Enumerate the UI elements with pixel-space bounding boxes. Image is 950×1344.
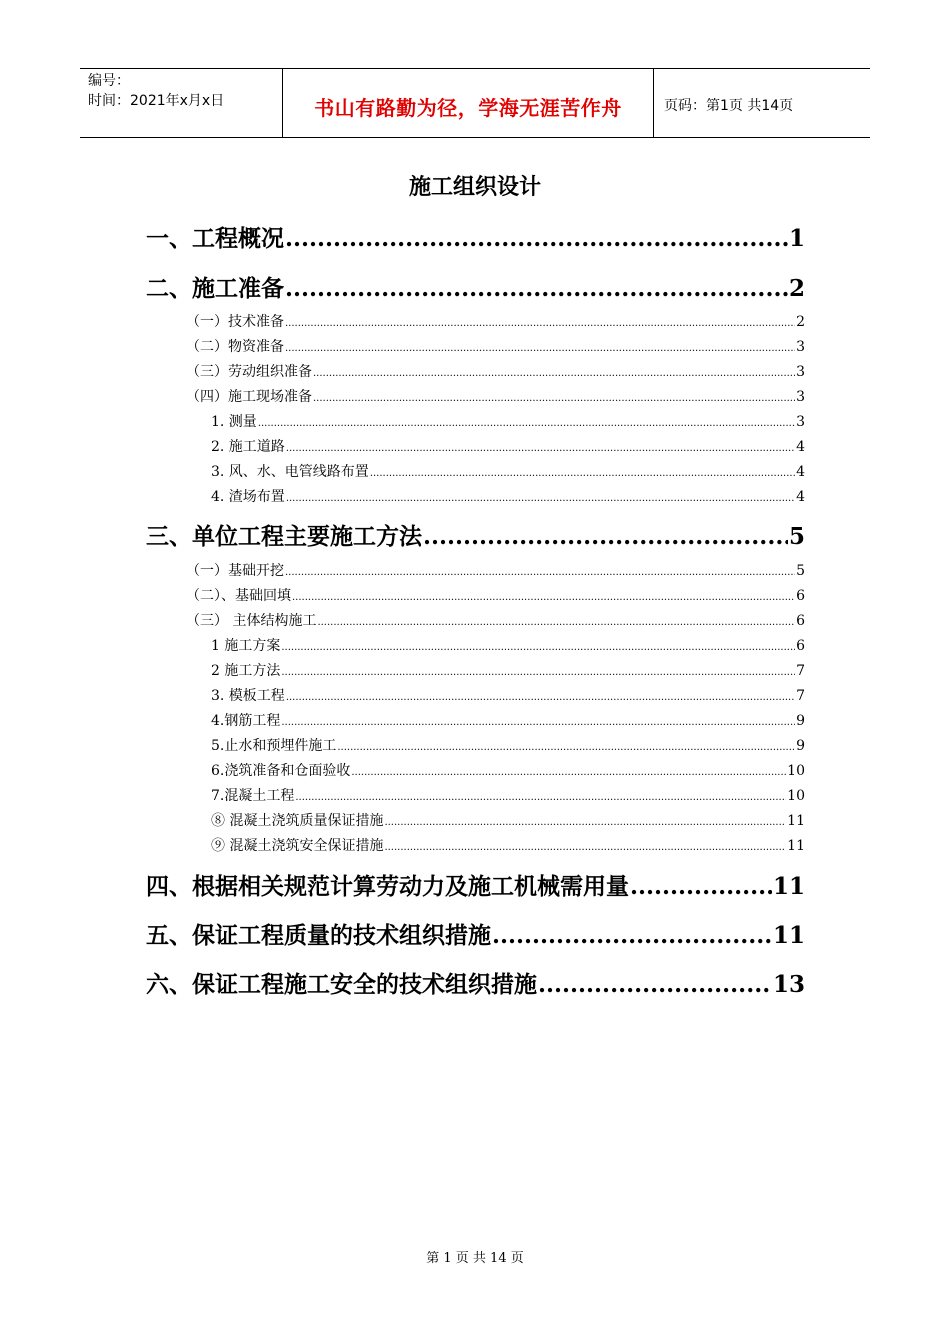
toc-entry [186, 361, 805, 381]
toc-entry-page: 2 [788, 275, 805, 302]
toc-leader-dots [295, 792, 786, 803]
toc-entry-page: 5 [788, 523, 805, 550]
toc-entry-label: 4.钢筋工程 [211, 713, 281, 729]
document-number: 编号： [88, 73, 130, 89]
toc-leader-dots [492, 922, 772, 949]
toc-entry [146, 518, 805, 550]
toc-entry [211, 660, 805, 680]
toc-entry-label: 五、保证工程质量的技术组织措施 [146, 922, 491, 949]
toc-entry-label: （一）技术准备 [186, 314, 284, 330]
toc-entry [211, 411, 805, 431]
toc-entry-label: （二）、基础回填 [186, 588, 291, 604]
toc-entry-page: 4 [796, 439, 805, 455]
toc-entry [186, 585, 805, 605]
header-motto-cell [282, 69, 654, 137]
toc-leader-dots [286, 443, 795, 454]
toc-leader-dots [317, 617, 795, 628]
toc-entry-label: （四）施工现场准备 [186, 389, 312, 405]
toc-entry [186, 560, 805, 580]
toc-entry [211, 760, 805, 780]
toc-entry-page: 10 [787, 788, 805, 804]
toc-entry-label: ⑧ 混凝土浇筑质量保证措施 [211, 813, 384, 829]
toc-entry-page: 6 [796, 613, 805, 629]
toc-leader-dots [281, 717, 795, 728]
toc-entry [146, 220, 805, 252]
toc-entry [146, 270, 805, 302]
toc-entry [211, 635, 805, 655]
toc-leader-dots [384, 817, 786, 828]
toc-entry-label: 3. 模板工程 [211, 688, 285, 704]
toc-leader-dots [538, 971, 772, 998]
toc-entry-label: （三）劳动组织准备 [186, 364, 312, 380]
toc-entry [146, 917, 805, 949]
toc-entry-label: 一、工程概况 [146, 225, 284, 252]
toc-leader-dots [313, 393, 795, 404]
toc-entry-label: 1 施工方案 [211, 638, 281, 654]
toc-entry-label: 6.浇筑准备和仓面验收 [211, 763, 351, 779]
toc-entry [186, 336, 805, 356]
toc-entry-page: 1 [788, 225, 805, 252]
toc-entry [211, 461, 805, 481]
toc-entry-label: 四、根据相关规范计算劳动力及施工机械需用量 [146, 873, 629, 900]
toc-entry-page: 10 [787, 763, 805, 779]
toc-entry-page: 7 [796, 663, 805, 679]
page-title: 施工组织设计 [408, 174, 541, 200]
toc-entry-label: （二）物资准备 [186, 339, 284, 355]
toc-leader-dots [423, 523, 788, 550]
toc-entry-label: 1. 测量 [211, 414, 257, 430]
toc-entry-label: 5.止水和预埋件施工 [211, 738, 337, 754]
toc-entry-page: 5 [796, 563, 805, 579]
document-header [80, 68, 870, 138]
toc-entry [211, 436, 805, 456]
document-date: 时间：2021年x月x日 [88, 93, 225, 109]
toc-leader-dots [285, 225, 788, 252]
toc-entry-page: 11 [772, 873, 805, 900]
header-meta [80, 69, 282, 137]
toc-entry-page: 11 [787, 813, 805, 829]
toc-entry-label: 二、施工准备 [146, 275, 284, 302]
toc-entry-page: 3 [796, 339, 805, 355]
toc-entry-page: 3 [796, 364, 805, 380]
toc-leader-dots [285, 318, 795, 329]
toc-leader-dots [630, 873, 772, 900]
toc-entry-page: 3 [796, 389, 805, 405]
toc-entry [211, 810, 805, 830]
toc-leader-dots [285, 567, 795, 578]
toc-entry-label: ⑨ 混凝土浇筑安全保证措施 [211, 838, 384, 854]
toc-leader-dots [286, 493, 795, 504]
page-footer: 第 1 页 共 14 页 [426, 1251, 524, 1266]
toc-entry-label: 4. 渣场布置 [211, 489, 285, 505]
toc-entry [211, 685, 805, 705]
toc-leader-dots [351, 767, 786, 778]
toc-entry [211, 735, 805, 755]
toc-entry [211, 486, 805, 506]
toc-entry-label: （三） 主体结构施工 [186, 613, 317, 629]
toc-entry [211, 710, 805, 730]
header-page-info: 页码：第1页 共14页 [664, 98, 794, 114]
toc-entry-label: 2 施工方法 [211, 663, 281, 679]
toc-entry [146, 966, 805, 998]
toc-entry-label: 2. 施工道路 [211, 439, 285, 455]
toc-entry-page: 11 [787, 838, 805, 854]
toc-entry [211, 785, 805, 805]
toc-leader-dots [384, 842, 786, 853]
toc-leader-dots [258, 418, 795, 429]
toc-entry-page: 11 [772, 922, 805, 949]
toc-entry [146, 868, 805, 900]
toc-entry-label: 3. 风、水、电管线路布置 [211, 464, 369, 480]
toc-entry [211, 835, 805, 855]
toc-leader-dots [281, 667, 795, 678]
toc-leader-dots [313, 368, 795, 379]
toc-entry-page: 3 [796, 414, 805, 430]
toc-entry-page: 4 [796, 489, 805, 505]
toc-entry-label: （一）基础开挖 [186, 563, 284, 579]
toc-leader-dots [337, 742, 795, 753]
toc-entry-page: 9 [796, 713, 805, 729]
toc-leader-dots [281, 642, 795, 653]
toc-leader-dots [285, 275, 788, 302]
toc-entry-page: 6 [796, 588, 805, 604]
toc-leader-dots [286, 692, 795, 703]
toc-entry-page: 2 [796, 314, 805, 330]
toc-entry-label: 7.混凝土工程 [211, 788, 295, 804]
toc-entry-page: 9 [796, 738, 805, 754]
toc-leader-dots [285, 343, 795, 354]
toc-entry [186, 610, 805, 630]
toc-entry-label: 三、单位工程主要施工方法 [146, 523, 422, 550]
toc-entry-page: 4 [796, 464, 805, 480]
header-motto: 书山有路勤为径，学海无涯苦作舟 [314, 95, 622, 120]
toc-leader-dots [292, 592, 795, 603]
toc-entry-page: 6 [796, 638, 805, 654]
toc-leader-dots [370, 468, 795, 479]
toc-entry [186, 311, 805, 331]
toc-entry-label: 六、保证工程施工安全的技术组织措施 [146, 971, 537, 998]
toc-entry [186, 386, 805, 406]
toc-entry-page: 7 [796, 688, 805, 704]
toc-entry-page: 13 [772, 971, 805, 998]
